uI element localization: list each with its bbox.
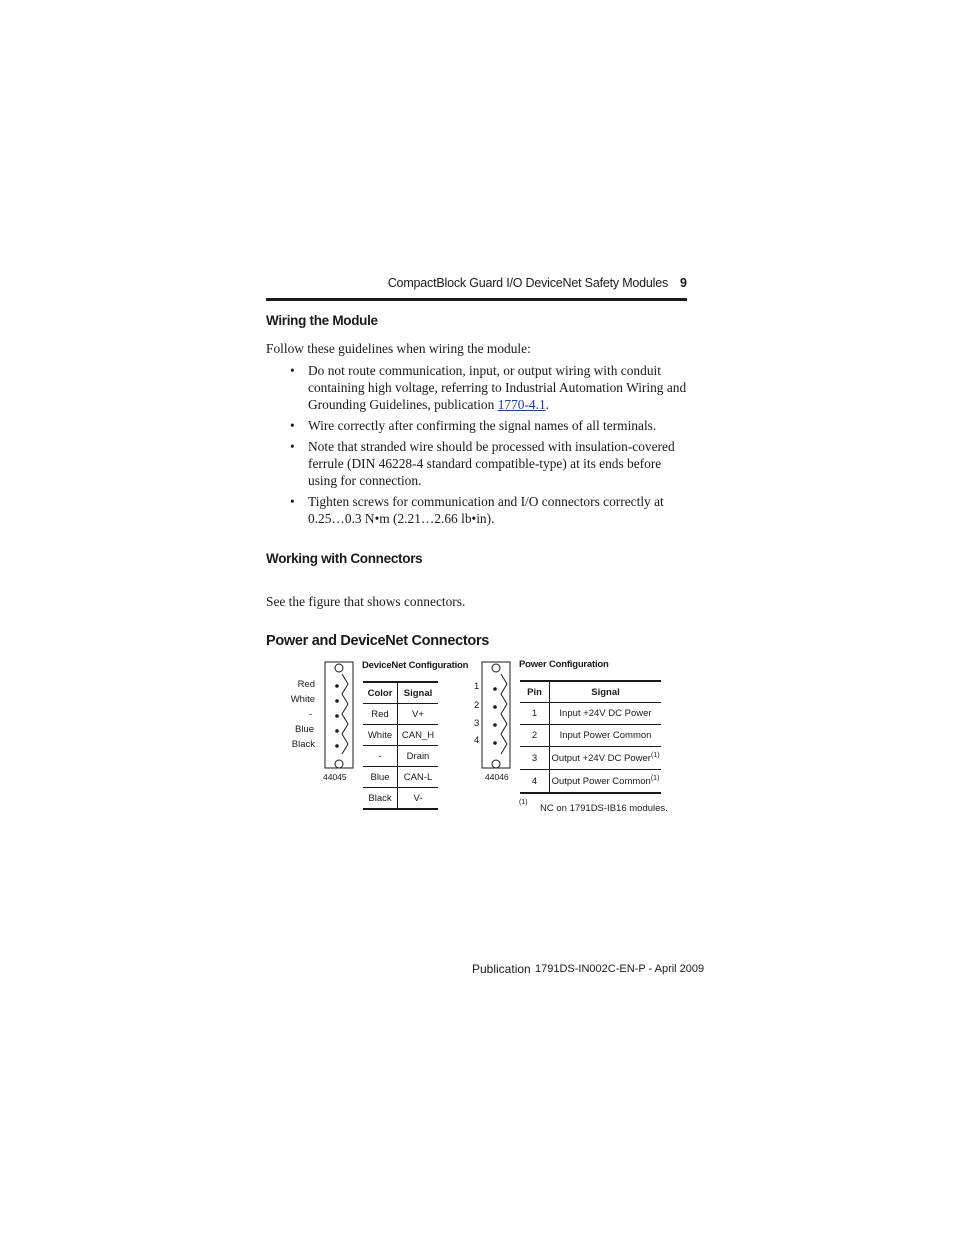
table-cell	[550, 770, 662, 794]
signal-text: Input +24V DC Power	[559, 708, 652, 719]
footer-label: Publication	[472, 962, 531, 976]
table-cell: -	[363, 746, 398, 767]
table-cell: Drain	[398, 746, 439, 767]
table-cell	[550, 725, 662, 747]
wire-label: -	[308, 709, 312, 720]
bullet-text: Note that stranded wire should be processed with insulation-covered ferrule (DIN 46228-4 standard compatible-type) at its ends before using for connection.	[308, 439, 675, 488]
power-connector-drawing	[480, 660, 514, 772]
table-row	[520, 703, 661, 725]
page-number: 9	[680, 276, 687, 290]
devicenet-connector-drawing	[318, 660, 360, 772]
table-cell: 3	[520, 747, 550, 770]
power-caption: Power Configuration	[519, 659, 609, 670]
table-cell: CAN_H	[398, 725, 439, 746]
header-rule	[266, 298, 687, 301]
devicenet-config-table	[363, 681, 438, 810]
heading-power-devicenet-connectors: Power and DeviceNet Connectors	[266, 633, 490, 649]
power-config-table	[520, 680, 661, 794]
devicenet-figure-id: 44045	[323, 772, 347, 782]
table-cell: White	[363, 725, 398, 746]
list-item	[290, 493, 690, 527]
power-figure-id: 44046	[485, 772, 509, 782]
wiring-guidelines-list	[290, 362, 690, 531]
wire-label: Blue	[294, 724, 314, 735]
list-item	[290, 417, 690, 434]
signal-text: Output Power Common	[551, 776, 651, 788]
footnote-marker: (1)	[519, 799, 528, 806]
table-cell: 2	[520, 725, 550, 747]
list-item	[290, 362, 690, 413]
bullet-icon: •	[290, 494, 295, 509]
bullet-text: Tighten screws for communication and I/O connectors correctly at 0.25…0.3 N•m (2.21…2.66 lb•in).	[308, 494, 664, 526]
table-cell: 4	[520, 770, 550, 794]
table-cell: Red	[363, 704, 398, 725]
signal-text: Output +24V DC Power	[551, 753, 651, 765]
footnote-ref: (1)	[650, 774, 660, 782]
list-item	[290, 438, 690, 489]
table-cell: 1	[520, 703, 550, 725]
pin-label: 2	[474, 700, 480, 711]
footnote-ref: (1)	[650, 751, 660, 759]
table-row	[363, 704, 438, 725]
table-row	[520, 725, 661, 747]
table-cell: V+	[398, 704, 439, 725]
bullet-text-end: .	[545, 397, 550, 412]
connectors-text: See the figure that shows connectors.	[266, 594, 466, 609]
devicenet-caption: DeviceNet Configuration	[362, 660, 469, 671]
bullet-text: Do not route communication, input, or output wiring with conduit containing high voltage, referring to Industrial Automation Wiring and Grounding Guidelines, publication	[308, 363, 687, 412]
publication-link[interactable]: 1770-4.1	[497, 397, 546, 412]
footer-publication: 1791DS-IN002C-EN-P - April 2009	[535, 963, 705, 975]
table-cell: Blue	[363, 767, 398, 788]
table-cell: Black	[363, 788, 398, 810]
table-cell	[550, 747, 662, 770]
footnote-text: NC on 1791DS-IB16 modules.	[540, 803, 668, 814]
column-header-pin: Pin	[520, 681, 550, 703]
wire-label: Red	[297, 679, 315, 690]
wire-label: White	[290, 694, 315, 705]
bullet-text: Wire correctly after confirming the signal names of all terminals.	[308, 418, 657, 433]
table-row	[363, 788, 438, 810]
wire-label: Black	[291, 739, 315, 750]
table-row	[363, 767, 438, 788]
table-row	[520, 770, 661, 794]
table-cell: CAN-L	[398, 767, 439, 788]
header-title: CompactBlock Guard I/O DeviceNet Safety Modules	[387, 276, 669, 290]
column-header-signal: Signal	[398, 682, 439, 704]
column-header-signal: Signal	[550, 681, 662, 703]
table-row	[520, 747, 661, 770]
column-header-color: Color	[363, 682, 398, 704]
table-row	[363, 746, 438, 767]
table-cell: V-	[398, 788, 439, 810]
table-row	[363, 725, 438, 746]
wiring-intro: Follow these guidelines when wiring the module:	[266, 341, 531, 356]
pin-label: 1	[474, 681, 480, 692]
bullet-icon: •	[290, 363, 295, 378]
table-cell	[550, 703, 662, 725]
running-header	[266, 276, 687, 296]
signal-text: Input Power Common	[559, 730, 652, 741]
bullet-icon: •	[290, 439, 295, 454]
bullet-icon: •	[290, 418, 295, 433]
pin-label: 4	[474, 735, 480, 746]
pin-label: 3	[474, 718, 480, 729]
heading-wiring-the-module: Wiring the Module	[266, 313, 378, 328]
heading-working-with-connectors: Working with Connectors	[266, 551, 423, 566]
